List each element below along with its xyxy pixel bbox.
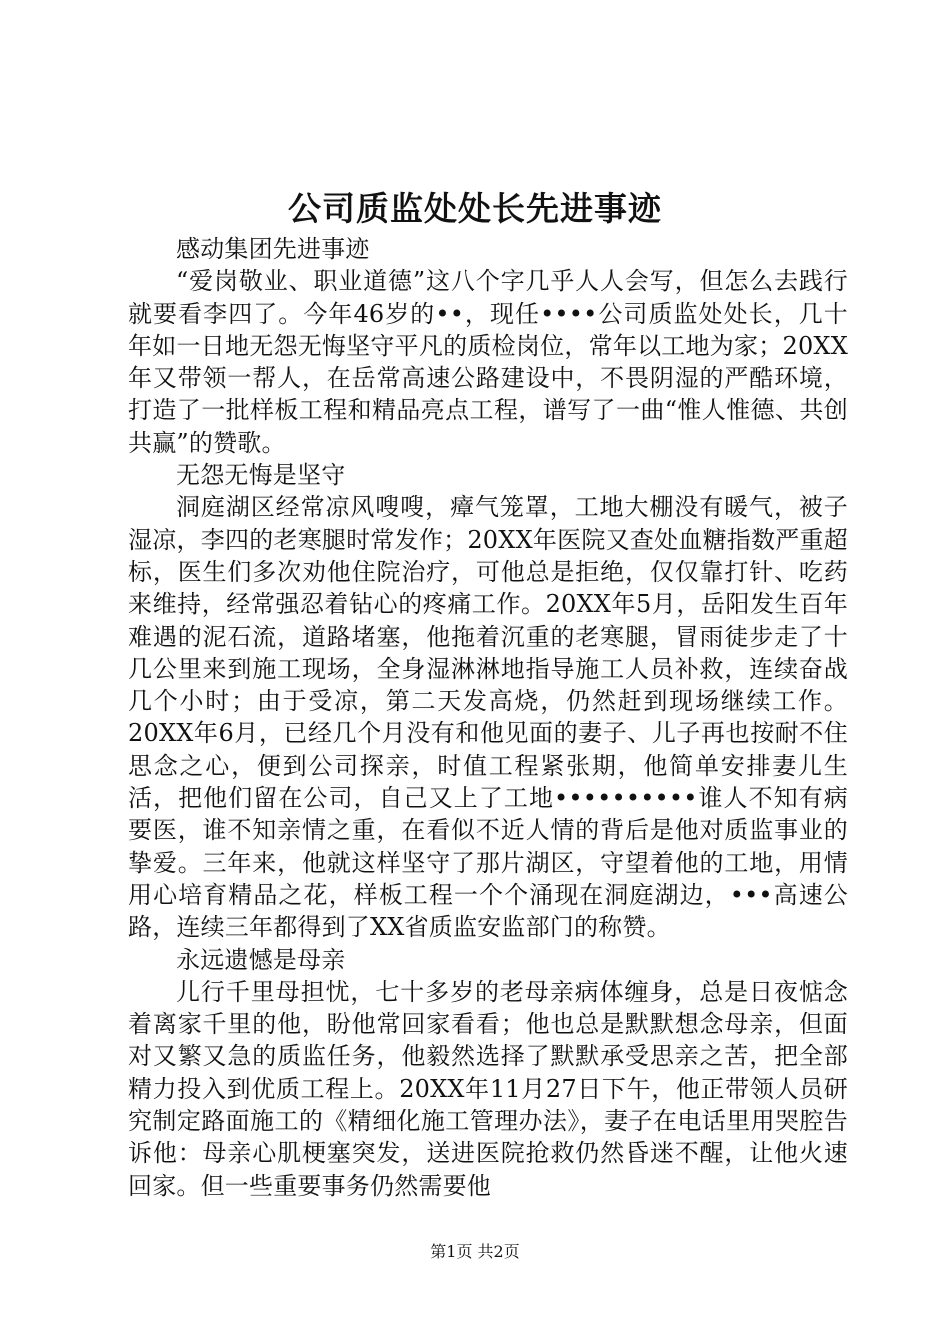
document-title: 公司质监处处长先进事迹 bbox=[288, 189, 662, 228]
section-heading-group: 感动集团先进事迹 bbox=[176, 235, 370, 263]
section-heading-persistence: 无怨无悔是坚守 bbox=[176, 461, 346, 490]
page-footer: 第1页 共2页 bbox=[430, 1242, 520, 1261]
persistence-paragraph: 洞庭湖区经常凉风嗖嗖，瘴气笼罩，工地大棚没有暖气，被子湿凉，李四的老寒腿时常发作；20XX年医院又查处血糖指数严重超标，医生们多次劝他住院治疗，可他总是拒绝，仅仅靠打针、吃药来维持，经常强忍着钻心的疼痛工作。20XX年5月，岳阳发生百年难遇的泥石流，道路堵塞，他拖着沉重的老寒腿，冒雨徒步走了十几公里来到施工现场，全身湿淋淋地指导施工人员补救，连续奋战几个小时；由于受凉，第二天发高烧，仍然赶到现场继续工作。20XX年6月，已经几个月没有和他见面的妻子、儿子再也按耐不住思念之心，便到公司探亲，时值工程紧张期，他简单安排妻儿生活，把他们留在公司，自己又上了工地••••••••••谁人不知有病要医，谁不知亲情之重，在看似不近人情的背后是他对质监事业的挚爱。三年来，他就这样坚守了那片湖区，守望着他的工地，用情用心培育精品之花，样板工程一个个涌现在洞庭湖边，•••高速公路，连续三年都得到了XX省质监安监部门的称赞。 bbox=[128, 493, 848, 942]
section-heading-mother: 永远遗憾是母亲 bbox=[176, 945, 346, 974]
document-body bbox=[128, 233, 848, 1202]
intro-paragraph: “爱岗敬业、职业道德”这八个字几乎人人会写，但怎么去践行就要看李四了。今年46岁的••，现任••••公司质监处处长，几十年如一日地无怨无悔坚守平凡的质检岗位，常年以工地为家；20XX年又带领一帮人，在岳常高速公路建设中，不畏阴湿的严酷环境，打造了一批样板工程和精品亮点工程，谱写了一曲“惟人惟德、共创共赢”的赞歌。 bbox=[128, 267, 848, 457]
mother-paragraph: 儿行千里母担忧，七十多岁的老母亲病体缠身，总是日夜惦念着离家千里的他，盼他常回家看看；他也总是默默想念母亲，但面对又繁又急的质监任务，他毅然选择了默默承受思亲之苦，把全部精力投入到优质工程上。20XX年11月27日下午，他正带领人员研究制定路面施工的《精细化施工管理办法》，妻子在电话里用哭腔告诉他：母亲心肌梗塞突发，送进医院抢救仍然昏迷不醒，让他火速回家。但一些重要事务仍然需要他 bbox=[128, 977, 848, 1200]
